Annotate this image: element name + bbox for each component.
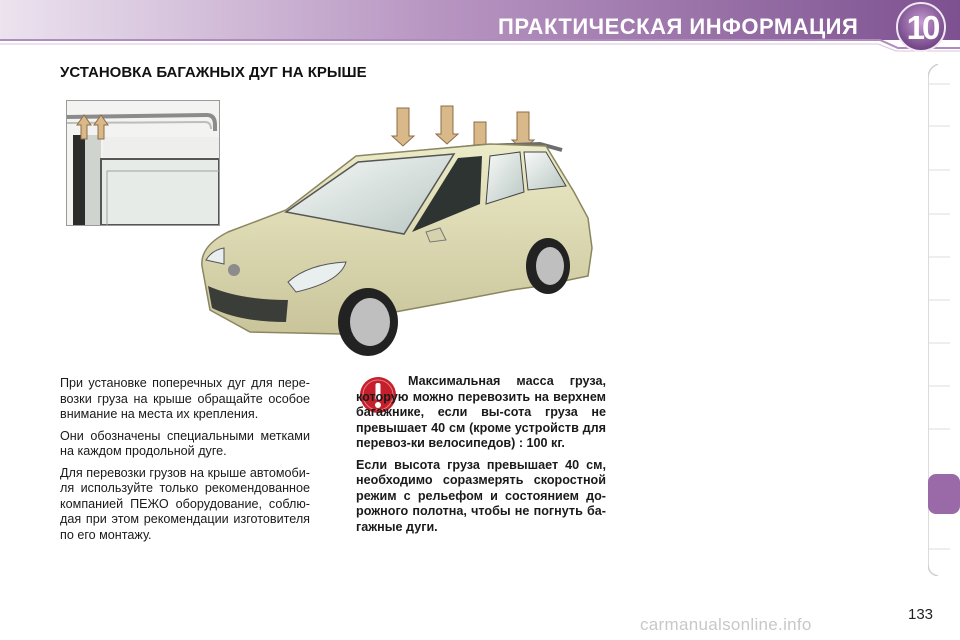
car-illustration [190, 100, 610, 362]
warning-paragraph: Максимальная масса груза, которую можно перевозить на верхнем багажнике, если вы-сота груза не превышает 40 см (кроме устройств для перевоз-ки велосипедов) : 100 кг. [356, 374, 606, 450]
page-number: 133 [908, 606, 934, 623]
chapter-title: ПРАКТИЧЕСКАЯ ИНФОРМАЦИЯ [498, 14, 859, 39]
paragraph: Для перевозки грузов на крыше автомоби-ля используйте только рекомендованное компанией ПЕЖО оборудование, соблю-дая при этом рекомендации изготовителя по его монтажу. [60, 465, 310, 542]
header-band [0, 0, 960, 52]
tab-active[interactable] [928, 474, 960, 514]
section-title: УСТАНОВКА БАГАЖНЫХ ДУГ НА КРЫШЕ [60, 64, 367, 81]
tab-strip [928, 64, 960, 576]
instruction-text [60, 376, 310, 549]
chapter-tabs [928, 64, 960, 576]
watermark: carmanualsonline.info [640, 615, 812, 634]
paragraph: При установке поперечных дуг для пере-возки груза на крыше обращайте особое внимание на места их крепления. [60, 376, 310, 421]
chapter-number: 10 [906, 9, 938, 46]
warning-paragraph: Если высота груза превышает 40 см, необходимо соразмерять скоростной режим с рельефом и состоянием до-рожного полотна, чтобы не погнуть ба-гажные дуги. [356, 457, 606, 534]
warning-text [356, 374, 606, 541]
paragraph: Они обозначены специальными метками на каждом продольной дуге. [60, 428, 310, 458]
